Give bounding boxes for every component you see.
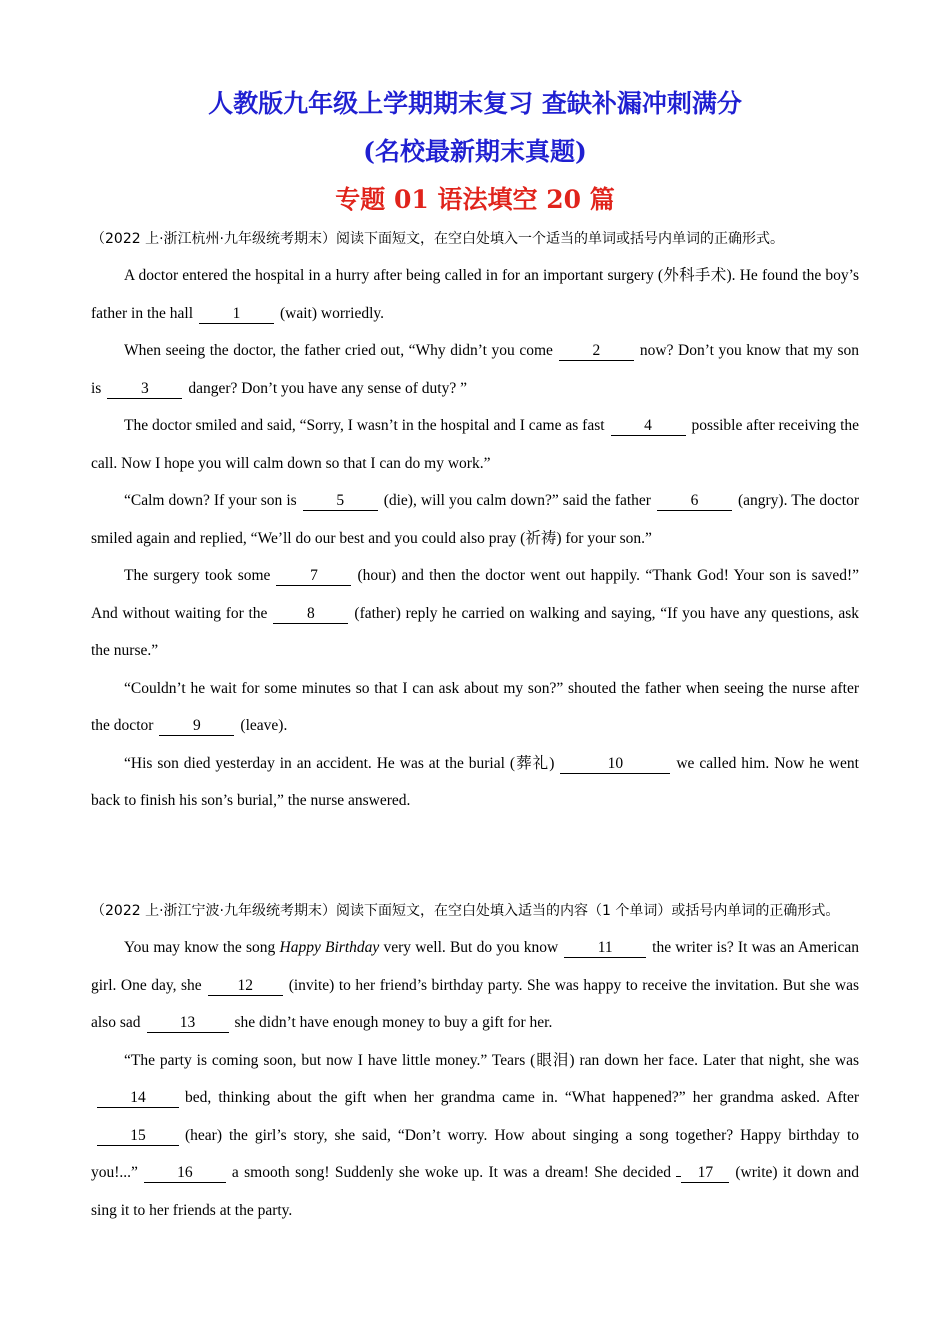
- passage-2-source: （2022 上·浙江宁波·九年级统考期末）阅读下面短文，在空白处填入适当的内容（1 个单词）或括号内单词的正确形式。: [91, 903, 840, 919]
- passage-2-para-1: You may know the song Happy Birthday very well. But do you know 11 the writer is? It was an American girl. One day, she 12 (invite) to her friend’s birthday party. She was happy to receive the invitation. But she was also sad 13 she didn’t have enough money to buy a gift for her.: [91, 939, 859, 1031]
- title-subtitle: (名校最新期末真题): [363, 137, 587, 166]
- passage-1: [91, 222, 859, 820]
- passage-1-para-1: A doctor entered the hospital in a hurry after being called in for an important surgery (外科手术). He found the boy’s father in the hall 1 (wait) worriedly.: [91, 267, 859, 322]
- blank-3[interactable]: 3: [107, 380, 182, 399]
- blank-12[interactable]: 12: [208, 977, 283, 996]
- blank-6[interactable]: 6: [657, 492, 732, 511]
- title-topic: 专题 01 语法填空 20 篇: [335, 185, 615, 214]
- song-title: Happy Birthday: [279, 939, 380, 956]
- passage-1-para-2: When seeing the doctor, the father cried out, “Why didn’t you come 2 now? Don’t you know that my son is 3 danger? Don’t you have any sense of duty? ”: [91, 342, 859, 397]
- blank-7[interactable]: 7: [276, 567, 351, 586]
- blank-9[interactable]: 9: [159, 717, 234, 736]
- blank-16[interactable]: 16: [144, 1164, 226, 1183]
- blank-14[interactable]: 14: [97, 1089, 179, 1108]
- passage-1-para-4: “Calm down? If your son is 5 (die), will you calm down?” said the father 6 (angry). The doctor smiled again and replied, “We’ll do our best and you could also pray (祈祷) for your son.”: [91, 492, 859, 547]
- blank-8[interactable]: 8: [273, 605, 348, 624]
- passage-1-para-3: The doctor smiled and said, “Sorry, I wasn’t in the hospital and I came as fast 4 possible after receiving the call. Now I hope you will calm down so that I can do my work.”: [91, 417, 860, 472]
- passage-1-para-6: “Couldn’t he wait for some minutes so that I can ask about my son?” shouted the father when seeing the nurse after the doctor 9 (leave).: [91, 679, 859, 734]
- title-main: 人教版九年级上学期期末复习 查缺补漏冲刺满分: [208, 89, 742, 118]
- blank-4[interactable]: 4: [611, 417, 686, 436]
- blank-17[interactable]: 17: [681, 1164, 729, 1183]
- blank-13[interactable]: 13: [147, 1014, 229, 1033]
- passage-1-para-5: The surgery took some 7 (hour) and then the doctor went out happily. “Thank God! Your son is saved!” And without waiting for the 8 (father) reply he carried on walking and saying, “If you have any questions, ask the nurse.”: [91, 567, 860, 659]
- passage-1-source: （2022 上·浙江杭州·九年级统考期末）阅读下面短文，在空白处填入一个适当的单词或括号内单词的正确形式。: [91, 231, 784, 247]
- blank-11[interactable]: 11: [564, 939, 646, 958]
- passage-2-para-2: “The party is coming soon, but now I have little money.” Tears (眼泪) ran down her face. Later that night, she was14 bed, thinking about the gift when her grandma came in. “What happened?” her grandma asked. After15 (hear) the girl’s story, she said, “Don’t worry. How about singing a song together? Happy birthday to you!...” 16 a smooth song! Suddenly she woke up. It was a dream! She decided 17 (write) it down and sing it to her friends at the party.: [91, 1051, 860, 1219]
- blank-5[interactable]: 5: [303, 492, 378, 511]
- passage-2: [91, 894, 859, 1229]
- passage-1-para-7: “His son died yesterday in an accident. He was at the burial (葬礼) 10 we called him. Now he went back to finish his son’s burial,” the nurse answered.: [91, 754, 859, 809]
- blank-10[interactable]: 10: [560, 755, 670, 774]
- blank-15[interactable]: 15: [97, 1127, 179, 1146]
- blank-2[interactable]: 2: [559, 342, 634, 361]
- blank-1[interactable]: 1: [199, 305, 274, 324]
